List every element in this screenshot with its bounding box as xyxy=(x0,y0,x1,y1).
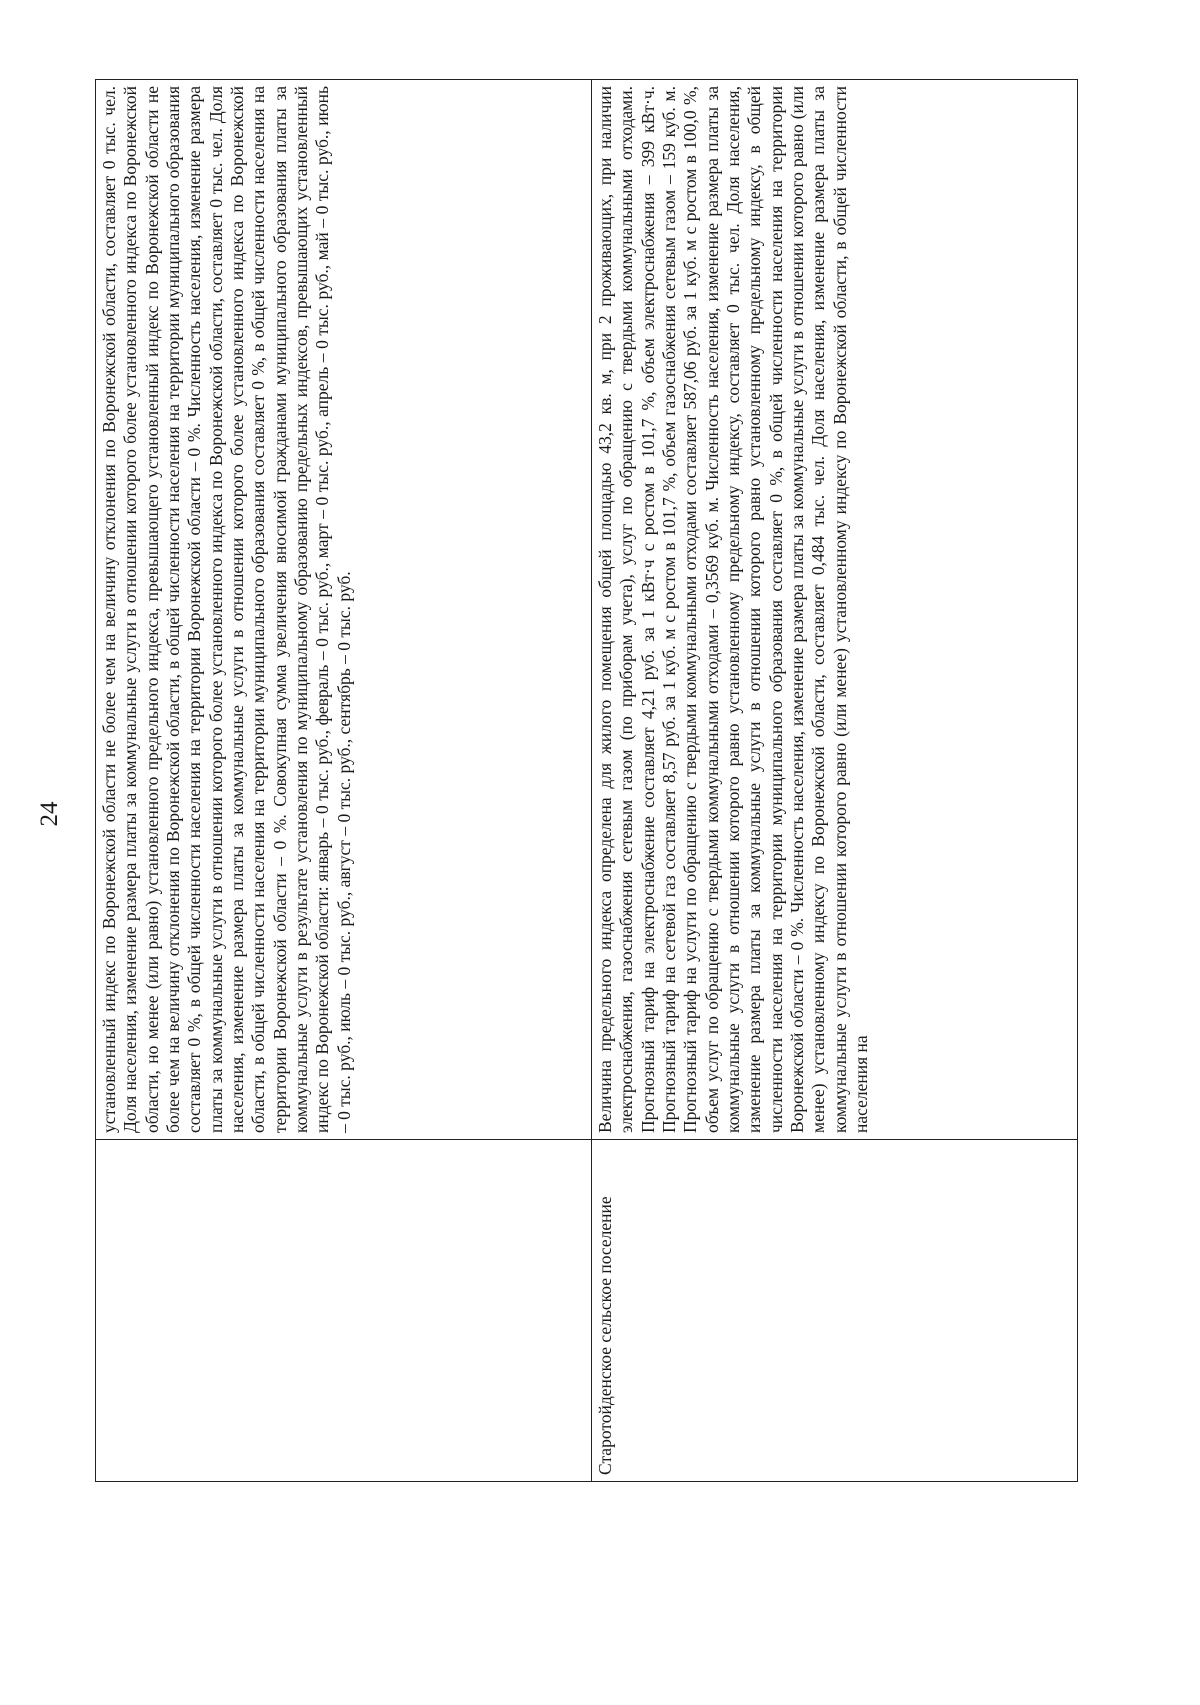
rotated-table-container xyxy=(95,80,1077,1482)
page-number: 24 xyxy=(36,801,63,827)
municipality-cell xyxy=(96,1140,592,1482)
description-cell: Величина предельного индекса определена для жилого помещения общей площадью 43,2 кв. м, при 2 проживающих, при наличии электроснабжения, газоснабжения сетевым газом (по приборам учета), услуг по обращению с твердыми коммунальными отходами. Прогнозный тариф на электроснабжение составляет 4,21 руб. за 1 кВт·ч с ростом в 101,7 %, объем электроснабжения – 399 кВт·ч. Прогнозный тариф на сетевой газ составляет 8,57 руб. за 1 куб. м с ростом в 101,7 %, объем газоснабжения сетевым газом – 159 куб. м. Прогнозный тариф на услуги по обращению с твердыми коммунальными отходами составляет 587,06 руб. за 1 куб. м с ростом в 100,0 %, объем услуг по обращению с твердыми коммунальными отходами – 0,3569 куб. м. Численность населения, изменение размера платы за коммунальные услуги в отношении которого равно установленному предельному индексу, составляет 0 тыс. чел. Доля населения, изменение размера платы за коммунальные услуги в отношении которого равно установленному предельному индексу, в общей численности населения на территории муниципального образования составляет 0 %, в общей численности населения на территории Воронежской области – 0 %. Численность населения, изменение размера платы за коммунальные услуги в отношении которого равно (или менее) установленному индексу по Воронежской области, составляет 0,484 тыс. чел. Доля населения, изменение размера платы за коммунальные услуги в отношении которого равно (или менее) установленному индексу по Воронежской области, в общей численности населения на xyxy=(592,80,1078,1140)
table-row xyxy=(96,80,592,1482)
description-cell: установленный индекс по Воронежской области не более чем на величину отклонения по Воронежской области, составляет 0 тыс. чел. Доля населения, изменение размера платы за коммунальные услуги в отношении которого более установленного индекса по Воронежской области, но менее (или равно) установленного предельного индекса, превышающего установленный индекс по Воронежской области не более чем на величину отклонения по Воронежской области, в общей численности населения на территории муниципального образования составляет 0 %, в общей численности населения на территории Воронежской области – 0 %. Численность населения, изменение размера платы за коммунальные услуги в отношении которого более установленного индекса по Воронежской области, составляет 0 тыс. чел. Доля населения, изменение размера платы за коммунальные услуги в отношении которого более установленного индекса по Воронежской области, в общей численности населения на территории муниципального образования составляет 0 %, в общей численности населения на территории Воронежской области – 0 %. Совокупная сумма увеличения вносимой гражданами муниципального образования платы за коммунальные услуги в результате установления по муниципальному образованию предельных индексов, превышающих установленный индекс по Воронежской области: январь – 0 тыс. руб., февраль – 0 тыс. руб., март – 0 тыс. руб., апрель – 0 тыс. руб., май – 0 тыс. руб., июнь – 0 тыс. руб., июль – 0 тыс. руб., август – 0 тыс. руб., сентябрь – 0 тыс. руб. xyxy=(96,80,592,1140)
municipality-cell: Старотойденское сельское поселение xyxy=(592,1140,1078,1482)
table-row xyxy=(592,80,1078,1482)
tariff-index-table xyxy=(95,79,1078,1482)
